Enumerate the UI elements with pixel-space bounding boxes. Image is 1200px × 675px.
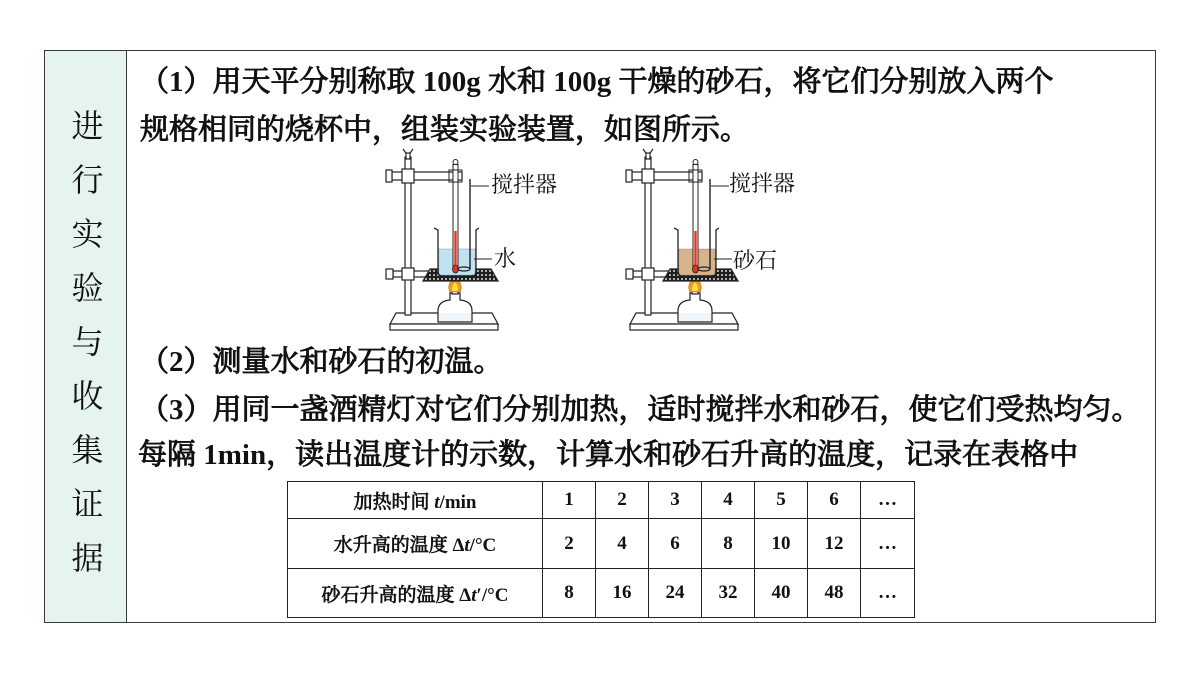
table-cell: 8 <box>543 569 596 618</box>
clamp-boss <box>402 169 414 183</box>
table-cell: 3 <box>649 482 702 519</box>
alcohol-lamp <box>678 276 712 322</box>
thermometer-loop <box>693 160 698 165</box>
row-label-unit: /°C <box>469 535 497 556</box>
table-cell: 6 <box>808 482 861 519</box>
alcohol-lamp <box>438 276 472 322</box>
table-cell: 6 <box>649 519 702 569</box>
sand-label: 砂石 <box>733 248 778 273</box>
table-cell: 10 <box>755 519 808 569</box>
step-3-line-1: （3）用同一盏酒精灯对它们分别加热，适时搅拌水和砂石，使它们受热均匀。 <box>140 394 1141 426</box>
table-row-water <box>288 519 915 569</box>
apparatus-1 <box>386 149 498 330</box>
step-1-line-2: 规格相同的烧杯中，组装实验装置，如图所示。 <box>140 114 750 146</box>
stand-base-front <box>630 324 738 330</box>
stirrer-label-sand: 搅拌器 <box>729 171 796 196</box>
rod-cap <box>406 153 410 159</box>
table-cell: 5 <box>755 482 808 519</box>
stand-base-front <box>390 324 498 330</box>
table-cell: 48 <box>808 569 861 618</box>
row-label-text: 加热时间 <box>353 491 435 513</box>
row-label-unit: /min <box>439 491 477 513</box>
table-cell: 2 <box>543 519 596 569</box>
row-label-unit: ′/°C <box>476 584 509 606</box>
table-cell: 32 <box>702 569 755 618</box>
ring-boss <box>402 268 414 280</box>
lamp-alcohol <box>439 313 471 321</box>
lamp-alcohol <box>679 313 711 321</box>
table-cell: 16 <box>596 569 649 618</box>
table-row-sand <box>288 569 915 618</box>
row-label-variable: t <box>434 491 440 513</box>
thermometer-liquid <box>454 231 456 268</box>
table-cell: 4 <box>596 519 649 569</box>
water-label: 水 <box>494 246 517 271</box>
table-cell: … <box>861 569 915 618</box>
table-cell: 12 <box>808 519 861 569</box>
section-title: 进行实验与收集证据 <box>67 109 104 595</box>
table-cell: 40 <box>755 569 808 618</box>
table-row-heating-time <box>288 482 915 519</box>
table-cell: 8 <box>702 519 755 569</box>
row-label <box>288 569 543 618</box>
temperature-data-table <box>287 481 915 618</box>
step-3-line-2: 每隔 1min，读出温度计的示数，计算水和砂石升高的温度，记录在表格中 <box>138 439 1079 471</box>
ring-knob <box>626 269 633 279</box>
table-cell: 4 <box>702 482 755 519</box>
clamp-knob <box>626 170 632 182</box>
row-label-variable: t <box>464 535 470 556</box>
row-label-text: 砂石升高的温度 Δ <box>321 584 472 606</box>
sidebar <box>45 51 127 622</box>
clamp-boss <box>642 169 654 183</box>
thermometer-liquid <box>694 231 696 268</box>
row-label-variable: t <box>471 584 477 606</box>
row-label <box>288 482 543 519</box>
row-label <box>288 519 543 569</box>
stirrer-label-water: 搅拌器 <box>491 172 558 197</box>
rod-cap <box>646 153 650 159</box>
table-cell: … <box>861 482 915 519</box>
step-2-line-1: （2）测量水和砂石的初温。 <box>140 346 503 378</box>
ring-boss <box>642 268 654 280</box>
clamp-knob <box>386 170 392 182</box>
step-1-line-1: （1）用天平分别称取 100g 水和 100g 干燥的砂石，将它们分别放入两个 <box>140 66 1054 98</box>
ring-knob <box>386 269 393 279</box>
row-label-text: 水升高的温度 Δ <box>333 535 465 556</box>
table-cell: … <box>861 519 915 569</box>
table-cell: 24 <box>649 569 702 618</box>
table-cell: 2 <box>596 482 649 519</box>
table-cell: 1 <box>543 482 596 519</box>
apparatus-2 <box>626 149 738 330</box>
thermometer-loop <box>453 160 458 165</box>
